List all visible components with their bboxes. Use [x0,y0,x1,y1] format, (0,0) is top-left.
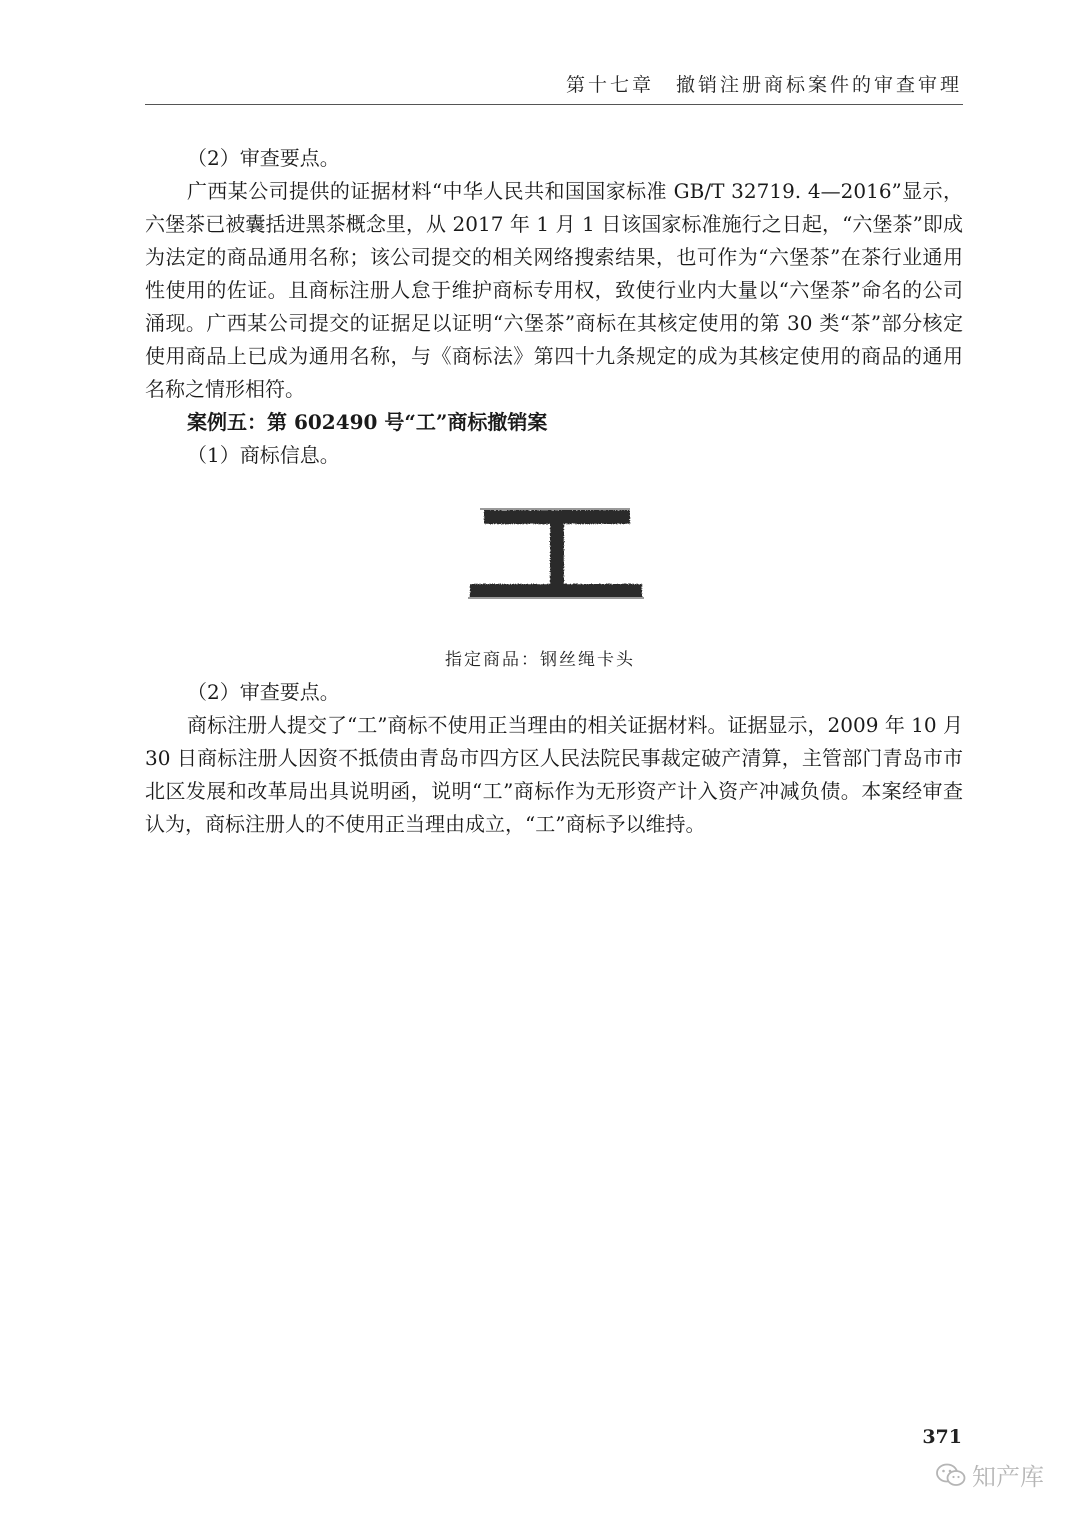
section-heading: （2）审查要点。 [187,680,340,704]
watermark [936,1457,1044,1492]
wechat-icon [936,1462,966,1488]
gong-logo-icon [458,496,654,616]
header-rule [145,104,963,105]
case-title: 案例五：第 602490 号“工”商标撤销案 [187,410,548,434]
section-body: 广西某公司提供的证据材料“中华人民共和国国家标准 GB/T 32719. 4—2016”显示，六堡茶已被囊括进黑茶概念里，从 2017 年 1 月 1 日该国家标准施行之日起，“六堡茶”即成为法定的商品通用名称；该公司提交的相关网络搜索结果，也可作为“六堡茶”在茶行业通用性使用的佐证。且商标注册人怠于维护商标专用权，致使行业内大量以“六堡茶”命名的公司涌现。广西某公司提交的证据足以证明“六堡茶”商标在其核定使用的第 30 类“茶”部分核定使用商品上已成为通用名称，与《商标法》第四十九条规定的成为其核定使用的商品的通用名称之情形相符。 [145,179,963,401]
figure-caption: 指定商品：钢丝绳卡头 [445,650,635,670]
section-review-1 [145,142,963,472]
section-body: 商标注册人提交了“工”商标不使用正当理由的相关证据材料。证据显示，2009 年 10 月 30 日商标注册人因资不抵债由青岛市四方区人民法院民事裁定破产清算，主管部门青岛市市北区发展和改革局出具说明函，说明“工”商标作为无形资产计入资产冲减负债。本案经审查认为，商标注册人的不使用正当理由成立，“工”商标予以维持。 [145,713,963,836]
watermark-text: 知产库 [972,1463,1044,1491]
trademark-logo-figure [458,496,654,616]
section-review-2 [145,676,963,841]
trademark-info-heading: （1）商标信息。 [187,443,340,467]
running-head-title: 第十七章 撤销注册商标案件的审查审理 [565,74,962,96]
page-number: 371 [922,1426,962,1448]
section-heading: （2）审查要点。 [187,146,340,170]
